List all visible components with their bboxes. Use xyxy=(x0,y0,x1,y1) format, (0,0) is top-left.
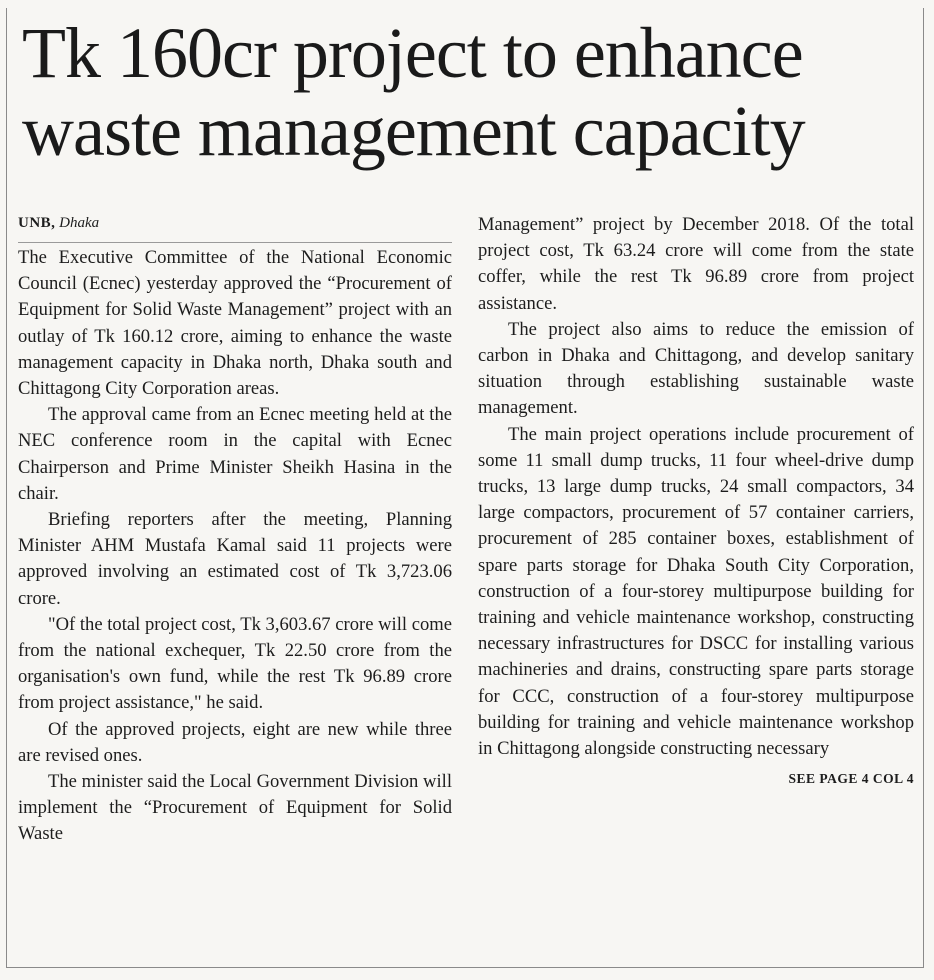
byline-agency: UNB, xyxy=(18,215,56,231)
article-column-right xyxy=(478,212,914,792)
continuation-note: SEE PAGE 4 COL 4 xyxy=(788,771,914,787)
paragraph: "Of the total project cost, Tk 3,603.67 crore will come from the national exchequer, Tk 22.50 crore from the organisation's own fund, while the rest Tk 96.89 crore from project assistance," he said. xyxy=(18,613,452,714)
paragraph: The main project operations include procurement of some 11 small dump trucks, 11 four wheel-drive dump trucks, 13 large dump trucks, 24 small compactors, 34 large compactors, procurement of 57 container carriers, procurement of 285 container boxes, establishment of spare parts storage for Dhaka South City Corporation, construction of a four-storey multipurpose building for training and vehicle maintenance workshop, constructing necessary infrastructures for DSCC for installing various machineries and drains, constructing spare parts storage for CCC, construction of a four-storey multipurpose building for training and vehicle maintenance workshop in Chittagong alongside constructing necessary xyxy=(478,423,914,760)
paragraph: Management” project by December 2018. Of the total project cost, Tk 63.24 crore will come from the state coffer, while the rest Tk 96.89 crore from project assistance. xyxy=(478,214,914,314)
paragraph: The project also aims to reduce the emission of carbon in Dhaka and Chittagong, and develop sanitary situation through establishing sustainable waste management. xyxy=(478,318,914,419)
byline-place: Dhaka xyxy=(59,215,100,231)
paragraph: The minister said the Local Government Division will implement the “Procurement of Equipment for Solid Waste xyxy=(18,771,452,845)
paragraph: The approval came from an Ecnec meeting held at the NEC conference room in the capital with Ecnec Chairperson and Prime Minister Sheikh Hasina in the chair. xyxy=(18,404,452,504)
byline xyxy=(18,212,452,234)
paragraph: The Executive Committee of the National Economic Council (Ecnec) yesterday approved the “Procurement of Equipment for Solid Waste Management” project with an outlay of Tk 160.12 crore, aiming to enhance the waste management capacity in Dhaka north, Dhaka south and Chittagong City Corporation areas. xyxy=(18,242,452,402)
paragraph: Briefing reporters after the meeting, Planning Minister AHM Mustafa Kamal said 11 projects were approved involving an estimated cost of Tk 3,723.06 crore. xyxy=(18,509,452,609)
paragraph: Of the approved projects, eight are new while three are revised ones. xyxy=(18,718,452,766)
article-column-left xyxy=(18,212,452,848)
headline: Tk 160cr project to enhance waste management capacity xyxy=(22,13,805,171)
